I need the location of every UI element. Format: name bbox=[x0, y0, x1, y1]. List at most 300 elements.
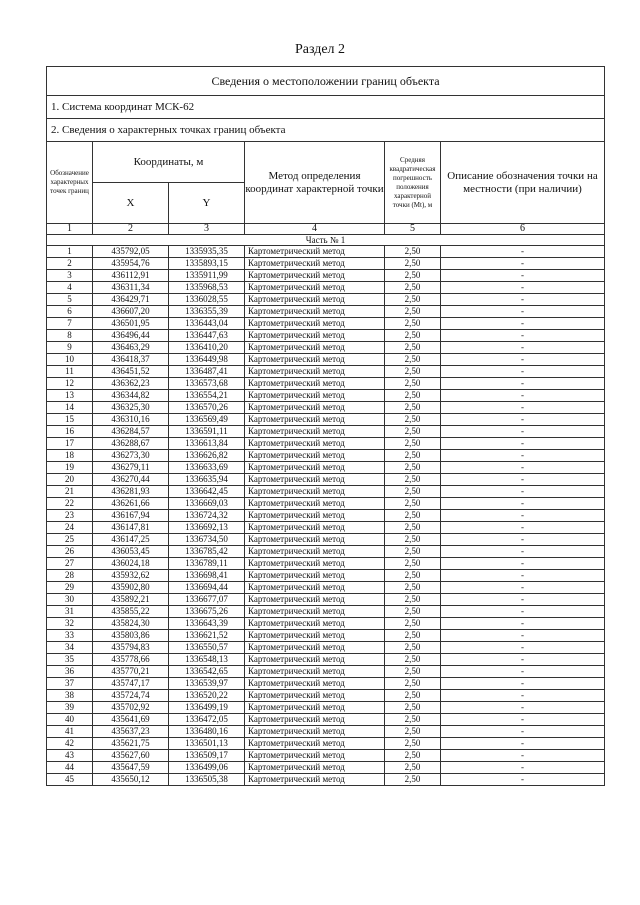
x-coordinate: 435747,17 bbox=[93, 678, 169, 690]
point-number: 11 bbox=[47, 366, 93, 378]
description-cell: - bbox=[441, 438, 605, 450]
description-cell: - bbox=[441, 354, 605, 366]
point-number: 12 bbox=[47, 378, 93, 390]
table-row bbox=[47, 630, 605, 642]
y-coordinate: 1336505,38 bbox=[169, 774, 245, 786]
precision-cell: 2,50 bbox=[385, 606, 441, 618]
description-cell: - bbox=[441, 294, 605, 306]
table-row bbox=[47, 282, 605, 294]
description-cell: - bbox=[441, 318, 605, 330]
table-row bbox=[47, 294, 605, 306]
x-coordinate: 436261,66 bbox=[93, 498, 169, 510]
x-coordinate: 435855,22 bbox=[93, 606, 169, 618]
table-row bbox=[47, 582, 605, 594]
description-cell: - bbox=[441, 462, 605, 474]
point-number: 6 bbox=[47, 306, 93, 318]
method-cell: Картометрический метод bbox=[245, 486, 385, 498]
y-coordinate: 1336539,97 bbox=[169, 678, 245, 690]
description-cell: - bbox=[441, 774, 605, 786]
header-point-designation: Обозначение характерных точек границ bbox=[47, 142, 93, 224]
point-number: 34 bbox=[47, 642, 93, 654]
x-coordinate: 436451,52 bbox=[93, 366, 169, 378]
header-coordinates: Координаты, м bbox=[93, 142, 245, 183]
method-cell: Картометрический метод bbox=[245, 390, 385, 402]
precision-cell: 2,50 bbox=[385, 654, 441, 666]
point-number: 14 bbox=[47, 402, 93, 414]
y-coordinate: 1336642,45 bbox=[169, 486, 245, 498]
y-coordinate: 1336501,13 bbox=[169, 738, 245, 750]
point-number: 29 bbox=[47, 582, 93, 594]
y-coordinate: 1336449,98 bbox=[169, 354, 245, 366]
precision-cell: 2,50 bbox=[385, 246, 441, 258]
point-number: 31 bbox=[47, 606, 93, 618]
table-row bbox=[47, 522, 605, 534]
boundary-table bbox=[46, 66, 605, 786]
x-coordinate: 436053,45 bbox=[93, 546, 169, 558]
point-number: 24 bbox=[47, 522, 93, 534]
header-description: Описание обозначения точки на местности (при наличии) bbox=[441, 142, 605, 224]
description-cell: - bbox=[441, 606, 605, 618]
table-row bbox=[47, 306, 605, 318]
method-cell: Картометрический метод bbox=[245, 498, 385, 510]
description-cell: - bbox=[441, 270, 605, 282]
precision-cell: 2,50 bbox=[385, 762, 441, 774]
point-number: 45 bbox=[47, 774, 93, 786]
x-coordinate: 436288,67 bbox=[93, 438, 169, 450]
table-row bbox=[47, 246, 605, 258]
method-cell: Картометрический метод bbox=[245, 678, 385, 690]
x-coordinate: 435794,83 bbox=[93, 642, 169, 654]
precision-cell: 2,50 bbox=[385, 354, 441, 366]
table-row bbox=[47, 318, 605, 330]
precision-cell: 2,50 bbox=[385, 558, 441, 570]
header-method: Метод определения координат характерной точки bbox=[245, 142, 385, 224]
x-coordinate: 435902,80 bbox=[93, 582, 169, 594]
precision-cell: 2,50 bbox=[385, 450, 441, 462]
method-cell: Картометрический метод bbox=[245, 558, 385, 570]
description-cell: - bbox=[441, 342, 605, 354]
point-number: 37 bbox=[47, 678, 93, 690]
section-title: Раздел 2 bbox=[294, 42, 346, 57]
description-cell: - bbox=[441, 726, 605, 738]
y-coordinate: 1336675,26 bbox=[169, 606, 245, 618]
y-coordinate: 1336443,04 bbox=[169, 318, 245, 330]
description-cell: - bbox=[441, 666, 605, 678]
y-coordinate: 1335893,15 bbox=[169, 258, 245, 270]
description-cell: - bbox=[441, 642, 605, 654]
table-row bbox=[47, 510, 605, 522]
point-number: 41 bbox=[47, 726, 93, 738]
method-cell: Картометрический метод bbox=[245, 438, 385, 450]
table-row bbox=[47, 270, 605, 282]
point-number: 35 bbox=[47, 654, 93, 666]
table-row bbox=[47, 726, 605, 738]
table-row bbox=[47, 390, 605, 402]
description-cell: - bbox=[441, 762, 605, 774]
x-coordinate: 436273,30 bbox=[93, 450, 169, 462]
x-coordinate: 436279,11 bbox=[93, 462, 169, 474]
method-cell: Картометрический метод bbox=[245, 522, 385, 534]
point-number: 10 bbox=[47, 354, 93, 366]
description-cell: - bbox=[441, 306, 605, 318]
description-cell: - bbox=[441, 558, 605, 570]
precision-cell: 2,50 bbox=[385, 474, 441, 486]
y-coordinate: 1336724,32 bbox=[169, 510, 245, 522]
y-coordinate: 1336633,69 bbox=[169, 462, 245, 474]
description-cell: - bbox=[441, 498, 605, 510]
point-number: 5 bbox=[47, 294, 93, 306]
description-cell: - bbox=[441, 474, 605, 486]
description-cell: - bbox=[441, 690, 605, 702]
y-coordinate: 1336698,41 bbox=[169, 570, 245, 582]
y-coordinate: 1336542,65 bbox=[169, 666, 245, 678]
table-row bbox=[47, 414, 605, 426]
table-row bbox=[47, 690, 605, 702]
y-coordinate: 1336694,44 bbox=[169, 582, 245, 594]
y-coordinate: 1336472,05 bbox=[169, 714, 245, 726]
point-number: 16 bbox=[47, 426, 93, 438]
precision-cell: 2,50 bbox=[385, 594, 441, 606]
point-number: 33 bbox=[47, 630, 93, 642]
column-number: 2 bbox=[93, 224, 169, 235]
precision-cell: 2,50 bbox=[385, 714, 441, 726]
method-cell: Картометрический метод bbox=[245, 654, 385, 666]
point-number: 2 bbox=[47, 258, 93, 270]
method-cell: Картометрический метод bbox=[245, 342, 385, 354]
table-row bbox=[47, 342, 605, 354]
description-cell: - bbox=[441, 594, 605, 606]
method-cell: Картометрический метод bbox=[245, 270, 385, 282]
table-row bbox=[47, 366, 605, 378]
table-row bbox=[47, 678, 605, 690]
x-coordinate: 436311,34 bbox=[93, 282, 169, 294]
precision-cell: 2,50 bbox=[385, 774, 441, 786]
x-coordinate: 436281,93 bbox=[93, 486, 169, 498]
point-number: 44 bbox=[47, 762, 93, 774]
point-number: 43 bbox=[47, 750, 93, 762]
column-number: 6 bbox=[441, 224, 605, 235]
precision-cell: 2,50 bbox=[385, 630, 441, 642]
point-number: 21 bbox=[47, 486, 93, 498]
precision-cell: 2,50 bbox=[385, 342, 441, 354]
x-coordinate: 436362,23 bbox=[93, 378, 169, 390]
method-cell: Картометрический метод bbox=[245, 546, 385, 558]
method-cell: Картометрический метод bbox=[245, 534, 385, 546]
point-number: 32 bbox=[47, 618, 93, 630]
precision-cell: 2,50 bbox=[385, 522, 441, 534]
precision-cell: 2,50 bbox=[385, 690, 441, 702]
y-coordinate: 1335968,53 bbox=[169, 282, 245, 294]
precision-cell: 2,50 bbox=[385, 618, 441, 630]
method-cell: Картометрический метод bbox=[245, 750, 385, 762]
method-cell: Картометрический метод bbox=[245, 726, 385, 738]
coord-system-line: 1. Система координат МСК-62 bbox=[47, 96, 605, 119]
table-row bbox=[47, 330, 605, 342]
x-coordinate: 436024,18 bbox=[93, 558, 169, 570]
column-number: 1 bbox=[47, 224, 93, 235]
precision-cell: 2,50 bbox=[385, 750, 441, 762]
method-cell: Картометрический метод bbox=[245, 258, 385, 270]
table-row bbox=[47, 594, 605, 606]
x-coordinate: 436501,95 bbox=[93, 318, 169, 330]
precision-cell: 2,50 bbox=[385, 702, 441, 714]
x-coordinate: 436607,20 bbox=[93, 306, 169, 318]
y-coordinate: 1336591,11 bbox=[169, 426, 245, 438]
y-coordinate: 1336499,06 bbox=[169, 762, 245, 774]
table-row bbox=[47, 738, 605, 750]
x-coordinate: 435803,86 bbox=[93, 630, 169, 642]
table-row bbox=[47, 426, 605, 438]
point-number: 39 bbox=[47, 702, 93, 714]
precision-cell: 2,50 bbox=[385, 282, 441, 294]
description-cell: - bbox=[441, 450, 605, 462]
x-coordinate: 435641,69 bbox=[93, 714, 169, 726]
point-number: 38 bbox=[47, 690, 93, 702]
y-coordinate: 1336410,20 bbox=[169, 342, 245, 354]
column-number: 4 bbox=[245, 224, 385, 235]
table-row bbox=[47, 486, 605, 498]
x-coordinate: 436344,82 bbox=[93, 390, 169, 402]
description-cell: - bbox=[441, 486, 605, 498]
table-row bbox=[47, 654, 605, 666]
precision-cell: 2,50 bbox=[385, 390, 441, 402]
x-coordinate: 435892,21 bbox=[93, 594, 169, 606]
method-cell: Картометрический метод bbox=[245, 354, 385, 366]
y-coordinate: 1336554,21 bbox=[169, 390, 245, 402]
precision-cell: 2,50 bbox=[385, 486, 441, 498]
point-number: 17 bbox=[47, 438, 93, 450]
x-coordinate: 435647,59 bbox=[93, 762, 169, 774]
precision-cell: 2,50 bbox=[385, 378, 441, 390]
x-coordinate: 436496,44 bbox=[93, 330, 169, 342]
point-number: 28 bbox=[47, 570, 93, 582]
table-row bbox=[47, 378, 605, 390]
precision-cell: 2,50 bbox=[385, 258, 441, 270]
table-banner: Сведения о местоположении границ объекта bbox=[47, 67, 605, 96]
table-row bbox=[47, 258, 605, 270]
precision-cell: 2,50 bbox=[385, 642, 441, 654]
description-cell: - bbox=[441, 714, 605, 726]
method-cell: Картометрический метод bbox=[245, 738, 385, 750]
method-cell: Картометрический метод bbox=[245, 402, 385, 414]
method-cell: Картометрический метод bbox=[245, 474, 385, 486]
point-number: 20 bbox=[47, 474, 93, 486]
table-row bbox=[47, 474, 605, 486]
description-cell: - bbox=[441, 630, 605, 642]
method-cell: Картометрический метод bbox=[245, 294, 385, 306]
method-cell: Картометрический метод bbox=[245, 378, 385, 390]
precision-cell: 2,50 bbox=[385, 270, 441, 282]
precision-cell: 2,50 bbox=[385, 726, 441, 738]
method-cell: Картометрический метод bbox=[245, 450, 385, 462]
method-cell: Картометрический метод bbox=[245, 666, 385, 678]
precision-cell: 2,50 bbox=[385, 678, 441, 690]
y-coordinate: 1336573,68 bbox=[169, 378, 245, 390]
y-coordinate: 1336643,39 bbox=[169, 618, 245, 630]
description-cell: - bbox=[441, 582, 605, 594]
description-cell: - bbox=[441, 246, 605, 258]
description-cell: - bbox=[441, 546, 605, 558]
y-coordinate: 1336480,16 bbox=[169, 726, 245, 738]
method-cell: Картометрический метод bbox=[245, 642, 385, 654]
method-cell: Картометрический метод bbox=[245, 714, 385, 726]
point-number: 15 bbox=[47, 414, 93, 426]
point-number: 40 bbox=[47, 714, 93, 726]
table-row bbox=[47, 702, 605, 714]
y-coordinate: 1336355,39 bbox=[169, 306, 245, 318]
table-row bbox=[47, 762, 605, 774]
point-number: 26 bbox=[47, 546, 93, 558]
x-coordinate: 436167,94 bbox=[93, 510, 169, 522]
y-coordinate: 1335935,35 bbox=[169, 246, 245, 258]
method-cell: Картометрический метод bbox=[245, 282, 385, 294]
x-coordinate: 435627,60 bbox=[93, 750, 169, 762]
x-coordinate: 436463,29 bbox=[93, 342, 169, 354]
precision-cell: 2,50 bbox=[385, 306, 441, 318]
x-coordinate: 436147,25 bbox=[93, 534, 169, 546]
description-cell: - bbox=[441, 390, 605, 402]
table-row bbox=[47, 606, 605, 618]
precision-cell: 2,50 bbox=[385, 570, 441, 582]
description-cell: - bbox=[441, 510, 605, 522]
x-coordinate: 436284,57 bbox=[93, 426, 169, 438]
table-row bbox=[47, 534, 605, 546]
point-number: 25 bbox=[47, 534, 93, 546]
x-coordinate: 436310,16 bbox=[93, 414, 169, 426]
x-coordinate: 436112,91 bbox=[93, 270, 169, 282]
description-cell: - bbox=[441, 258, 605, 270]
table-row bbox=[47, 462, 605, 474]
precision-cell: 2,50 bbox=[385, 318, 441, 330]
point-number: 1 bbox=[47, 246, 93, 258]
method-cell: Картометрический метод bbox=[245, 366, 385, 378]
header-y: Y bbox=[169, 183, 245, 224]
point-number: 19 bbox=[47, 462, 93, 474]
x-coordinate: 436418,37 bbox=[93, 354, 169, 366]
description-cell: - bbox=[441, 366, 605, 378]
description-cell: - bbox=[441, 618, 605, 630]
precision-cell: 2,50 bbox=[385, 498, 441, 510]
part-label: Часть № 1 bbox=[47, 235, 605, 246]
y-coordinate: 1336447,63 bbox=[169, 330, 245, 342]
y-coordinate: 1336550,57 bbox=[169, 642, 245, 654]
precision-cell: 2,50 bbox=[385, 546, 441, 558]
table-row bbox=[47, 450, 605, 462]
x-coordinate: 435954,76 bbox=[93, 258, 169, 270]
point-number: 8 bbox=[47, 330, 93, 342]
point-number: 42 bbox=[47, 738, 93, 750]
y-coordinate: 1336669,03 bbox=[169, 498, 245, 510]
point-number: 18 bbox=[47, 450, 93, 462]
precision-cell: 2,50 bbox=[385, 738, 441, 750]
y-coordinate: 1336621,52 bbox=[169, 630, 245, 642]
precision-cell: 2,50 bbox=[385, 462, 441, 474]
description-cell: - bbox=[441, 654, 605, 666]
x-coordinate: 435770,21 bbox=[93, 666, 169, 678]
table-row bbox=[47, 558, 605, 570]
y-coordinate: 1336487,41 bbox=[169, 366, 245, 378]
method-cell: Картометрический метод bbox=[245, 594, 385, 606]
y-coordinate: 1336520,22 bbox=[169, 690, 245, 702]
point-number: 23 bbox=[47, 510, 93, 522]
x-coordinate: 435778,66 bbox=[93, 654, 169, 666]
description-cell: - bbox=[441, 414, 605, 426]
point-number: 13 bbox=[47, 390, 93, 402]
y-coordinate: 1336677,07 bbox=[169, 594, 245, 606]
description-cell: - bbox=[441, 702, 605, 714]
table-row bbox=[47, 714, 605, 726]
method-cell: Картометрический метод bbox=[245, 630, 385, 642]
table-row bbox=[47, 498, 605, 510]
header-precision: Средняя квадратическая погрешность положения характерной точки (Mt), м bbox=[385, 142, 441, 224]
precision-cell: 2,50 bbox=[385, 414, 441, 426]
description-cell: - bbox=[441, 678, 605, 690]
method-cell: Картометрический метод bbox=[245, 306, 385, 318]
x-coordinate: 435792,05 bbox=[93, 246, 169, 258]
y-coordinate: 1336613,84 bbox=[169, 438, 245, 450]
method-cell: Картометрический метод bbox=[245, 690, 385, 702]
description-cell: - bbox=[441, 570, 605, 582]
point-number: 3 bbox=[47, 270, 93, 282]
point-number: 36 bbox=[47, 666, 93, 678]
point-number: 4 bbox=[47, 282, 93, 294]
x-coordinate: 436147,81 bbox=[93, 522, 169, 534]
point-number: 30 bbox=[47, 594, 93, 606]
precision-cell: 2,50 bbox=[385, 510, 441, 522]
precision-cell: 2,50 bbox=[385, 366, 441, 378]
x-coordinate: 435702,92 bbox=[93, 702, 169, 714]
point-number: 9 bbox=[47, 342, 93, 354]
y-coordinate: 1336570,26 bbox=[169, 402, 245, 414]
table-row bbox=[47, 354, 605, 366]
table-row bbox=[47, 774, 605, 786]
point-number: 22 bbox=[47, 498, 93, 510]
point-number: 27 bbox=[47, 558, 93, 570]
table-row bbox=[47, 642, 605, 654]
y-coordinate: 1336789,11 bbox=[169, 558, 245, 570]
method-cell: Картометрический метод bbox=[245, 702, 385, 714]
x-coordinate: 436325,30 bbox=[93, 402, 169, 414]
description-cell: - bbox=[441, 378, 605, 390]
x-coordinate: 435824,30 bbox=[93, 618, 169, 630]
precision-cell: 2,50 bbox=[385, 402, 441, 414]
x-coordinate: 435637,23 bbox=[93, 726, 169, 738]
column-numbers-row bbox=[47, 224, 605, 235]
precision-cell: 2,50 bbox=[385, 330, 441, 342]
table-row bbox=[47, 402, 605, 414]
method-cell: Картометрический метод bbox=[245, 606, 385, 618]
x-coordinate: 436429,71 bbox=[93, 294, 169, 306]
y-coordinate: 1336734,50 bbox=[169, 534, 245, 546]
y-coordinate: 1336548,13 bbox=[169, 654, 245, 666]
y-coordinate: 1336569,49 bbox=[169, 414, 245, 426]
precision-cell: 2,50 bbox=[385, 426, 441, 438]
method-cell: Картометрический метод bbox=[245, 246, 385, 258]
method-cell: Картометрический метод bbox=[245, 762, 385, 774]
description-cell: - bbox=[441, 402, 605, 414]
description-cell: - bbox=[441, 534, 605, 546]
method-cell: Картометрический метод bbox=[245, 582, 385, 594]
table-row bbox=[47, 750, 605, 762]
y-coordinate: 1336692,13 bbox=[169, 522, 245, 534]
method-cell: Картометрический метод bbox=[245, 426, 385, 438]
table-row bbox=[47, 618, 605, 630]
y-coordinate: 1336785,42 bbox=[169, 546, 245, 558]
method-cell: Картометрический метод bbox=[245, 774, 385, 786]
point-number: 7 bbox=[47, 318, 93, 330]
x-coordinate: 436270,44 bbox=[93, 474, 169, 486]
description-cell: - bbox=[441, 522, 605, 534]
